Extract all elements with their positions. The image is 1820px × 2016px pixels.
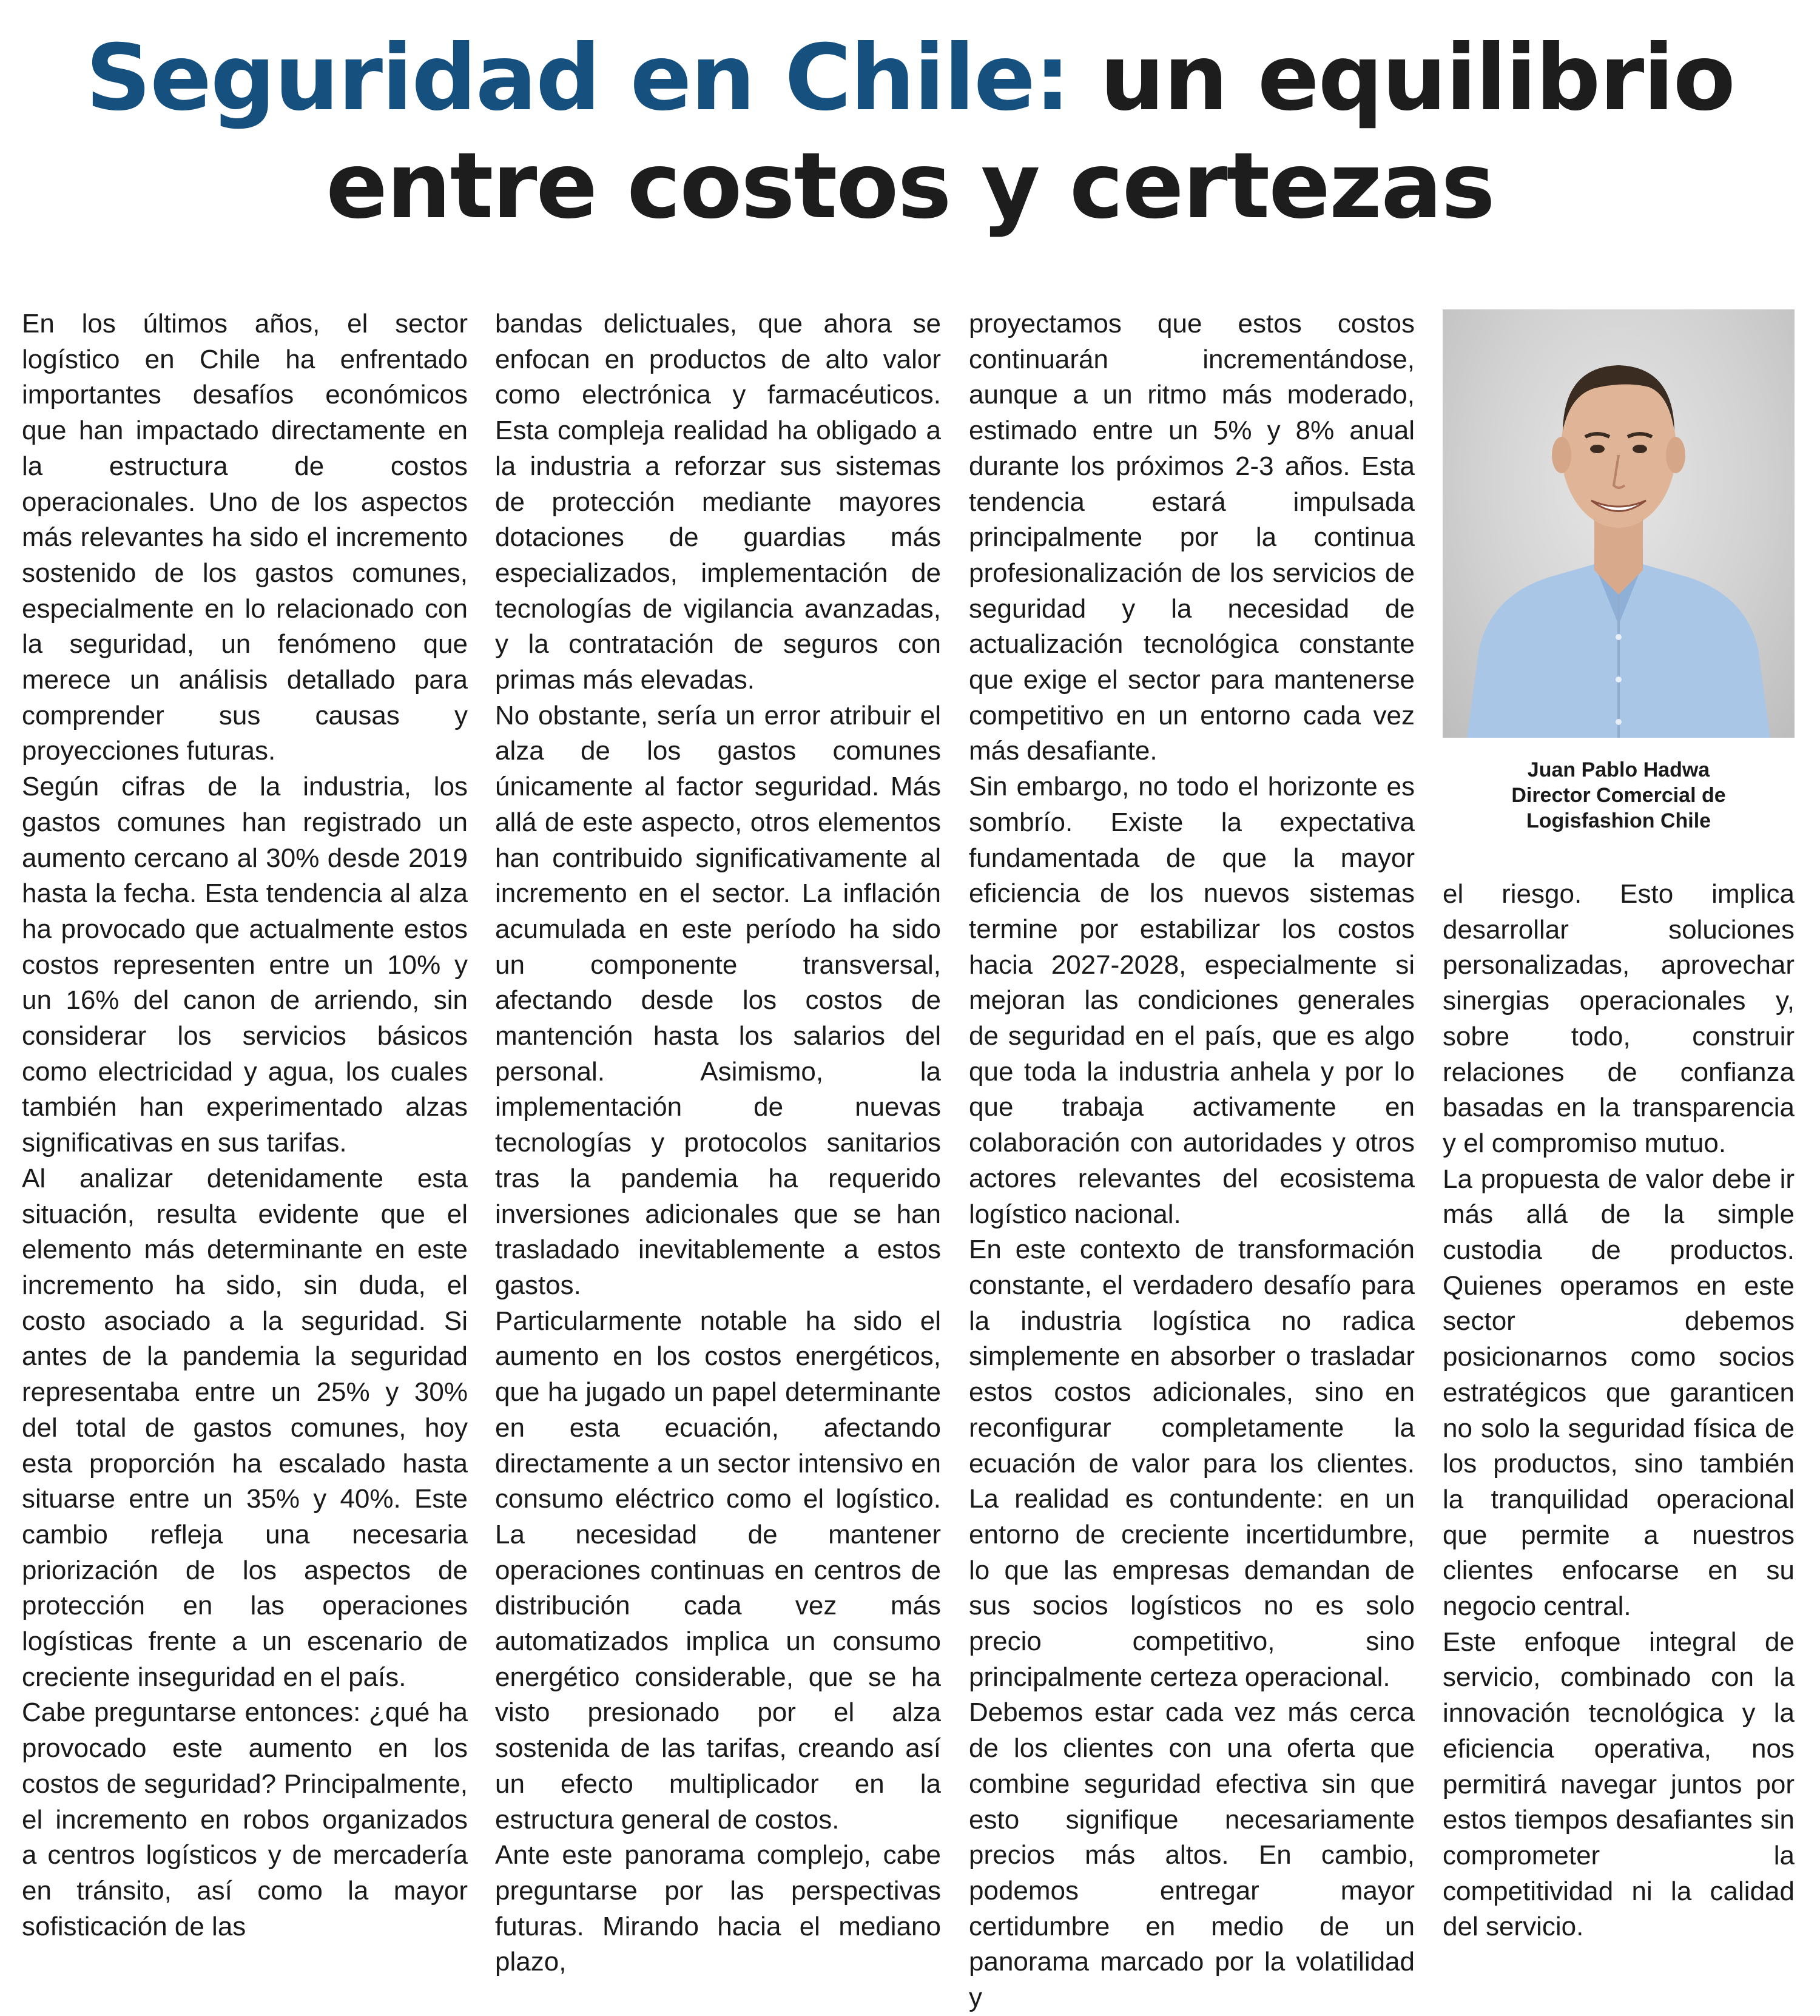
paragraph: Este enfoque integral de servicio, combinado con la innovación tecnológica y la eficiencia operativa, nos permitirá navegar juntos por estos tiempos desafiantes sin comprometer la competitividad ni la calidad del servicio.	[1443, 1627, 1795, 1942]
paragraph: En este contexto de transformación constante, el verdadero desafío para la industria logística no radica simplemente en absorber o trasladar estos costos adicionales, sino en reconfigurar completamente la ecuación de valor para los clientes. La realidad es contundente: en un entorno de creciente incertidumbre, lo que las empresas demandan de sus socios logísticos no es solo precio competitivo, sino principalmente certeza operacional.	[969, 1235, 1415, 1692]
paragraph: bandas delictuales, que ahora se enfocan en productos de alto valor como electrónica y farmacéuticos. Esta compleja realidad ha obligado a la industria a reforzar sus sistemas de protección mediante mayores dotaciones de guardias más especializados, implementación de tecnologías de vigilancia avanzadas, y la contratación de seguros con primas más elevadas.	[495, 309, 941, 695]
paragraph: Sin embargo, no todo el horizonte es sombrío. Existe la expectativa fundamentada de que la mayor eficiencia de los nuevos sistemas termine por estabilizar los costos hacia 2027-2028, especialmente si mejoran las condiciones generales de seguridad en el país, que es algo que toda la industria anhela y por lo que trabaja activamente en colaboración con autoridades y otros actores relevantes del ecosistema logístico nacional.	[969, 772, 1415, 1229]
paragraph: Ante este panorama complejo, cabe preguntarse por las perspectivas futuras. Mirando hacia el mediano plazo,	[495, 1840, 941, 1977]
author-role: Director Comercial de	[1511, 784, 1726, 807]
paragraph: Cabe preguntarse entonces: ¿qué ha provocado este aumento en los costos de seguridad? Principalmente, el incremento en robos organizados a centros logísticos y de mercadería en tránsito, así como la mayor sofisticación de las	[22, 1697, 468, 1941]
paragraph: En los últimos años, el sector logístico en Chile ha enfrentado importantes desafíos económicos que han impactado directamente en la estructura de costos operacionales. Uno de los aspectos más relevantes ha sido el incremento sostenido de los gastos comunes, especialmente en lo relacionado con la seguridad, un fenómeno que merece un análisis detallado para comprender sus causas y proyecciones futuras.	[22, 309, 468, 766]
headline-line2: entre costos y certezas	[326, 133, 1494, 239]
article-column-2	[495, 306, 941, 1980]
paragraph: el riesgo. Esto implica desarrollar soluciones personalizadas, aprovechar sinergias operacionales y, sobre todo, construir relaciones de confianza basadas en la transparencia y el compromiso mutuo.	[1443, 879, 1795, 1158]
article-column-4	[1443, 877, 1795, 1945]
paragraph: No obstante, sería un error atribuir el alza de los gastos comunes únicamente al factor seguridad. Más allá de este aspecto, otros elementos han contribuido significativamente al incremento en el sector. La inflación acumulada en este período ha sido un componente transversal, afectando desde los costos de mantención hasta los salarios del personal. Asimismo, la implementación de nuevas tecnologías y protocolos sanitarios tras la pandemia ha requerido inversiones adicionales que se han trasladado inevitablemente a estos gastos.	[495, 700, 941, 1300]
headline-part1: Seguridad en Chile:	[86, 25, 1070, 131]
article-column-3	[969, 306, 1415, 2016]
paragraph: proyectamos que estos costos continuarán incrementándose, aunque a un ritmo más moderado, estimado entre un 5% y 8% anual durante los próximos 2-3 años. Esta tendencia estará impulsada principalmente por la continua profesionalización de los servicios de seguridad y la necesidad de actualización tecnológica constante que exige el sector para mantenerse competitivo en un entorno cada vez más desafiante.	[969, 309, 1415, 766]
portrait-illustration	[1443, 309, 1795, 738]
photo-caption	[1443, 757, 1795, 834]
paragraph: Debemos estar cada vez más cerca de los clientes con una oferta que combine seguridad efectiva sin que esto signifique necesariamente precios más altos. En cambio, podemos entregar mayor certidumbre en medio de un panorama marcado por la volatilidad y	[969, 1697, 1415, 2013]
article-headline	[0, 24, 1820, 240]
paragraph: La propuesta de valor debe ir más allá de la simple custodia de productos. Quienes operamos en este sector debemos posicionarnos como socios estratégicos que garanticen no solo la seguridad física de los productos, sino también la tranquilidad operacional que permite a nuestros clientes enfocarse en su negocio central.	[1443, 1164, 1795, 1622]
paragraph: Al analizar detenidamente esta situación, resulta evidente que el elemento más determinante en este incremento ha sido, sin duda, el costo asociado a la seguridad. Si antes de la pandemia la seguridad representaba entre un 25% y 30% del total de gastos comunes, hoy esta proporción ha escalado hasta situarse entre un 35% y 40%. Este cambio refleja una necesaria priorización de los aspectos de protección en las operaciones logísticas frente a un escenario de creciente inseguridad en el país.	[22, 1163, 468, 1692]
author-company: Logisfashion Chile	[1526, 809, 1711, 832]
paragraph: Según cifras de la industria, los gastos comunes han registrado un aumento cercano al 30% desde 2019 hasta la fecha. Esta tendencia al alza ha provocado que actualmente estos costos representen entre un 10% y un 16% del canon de arriendo, sin considerar los servicios básicos como electricidad y agua, los cuales también han experimentado alzas significativas en sus tarifas.	[22, 772, 468, 1158]
article-column-1	[22, 306, 468, 1944]
author-photo	[1443, 309, 1795, 738]
paragraph: Particularmente notable ha sido el aumento en los costos energéticos, que ha jugado un papel determinante en esta ecuación, afectando directamente a un sector intensivo en consumo eléctrico como el logístico. La necesidad de mantener operaciones continuas en centros de distribución cada vez más automatizados implica un consumo energético considerable, que se ha visto presionado por el alza sostenida de las tarifas, creando así un efecto multiplicador en la estructura general de costos.	[495, 1306, 941, 1835]
headline-part2: un equilibrio	[1100, 25, 1734, 131]
author-name: Juan Pablo Hadwa	[1527, 758, 1710, 781]
